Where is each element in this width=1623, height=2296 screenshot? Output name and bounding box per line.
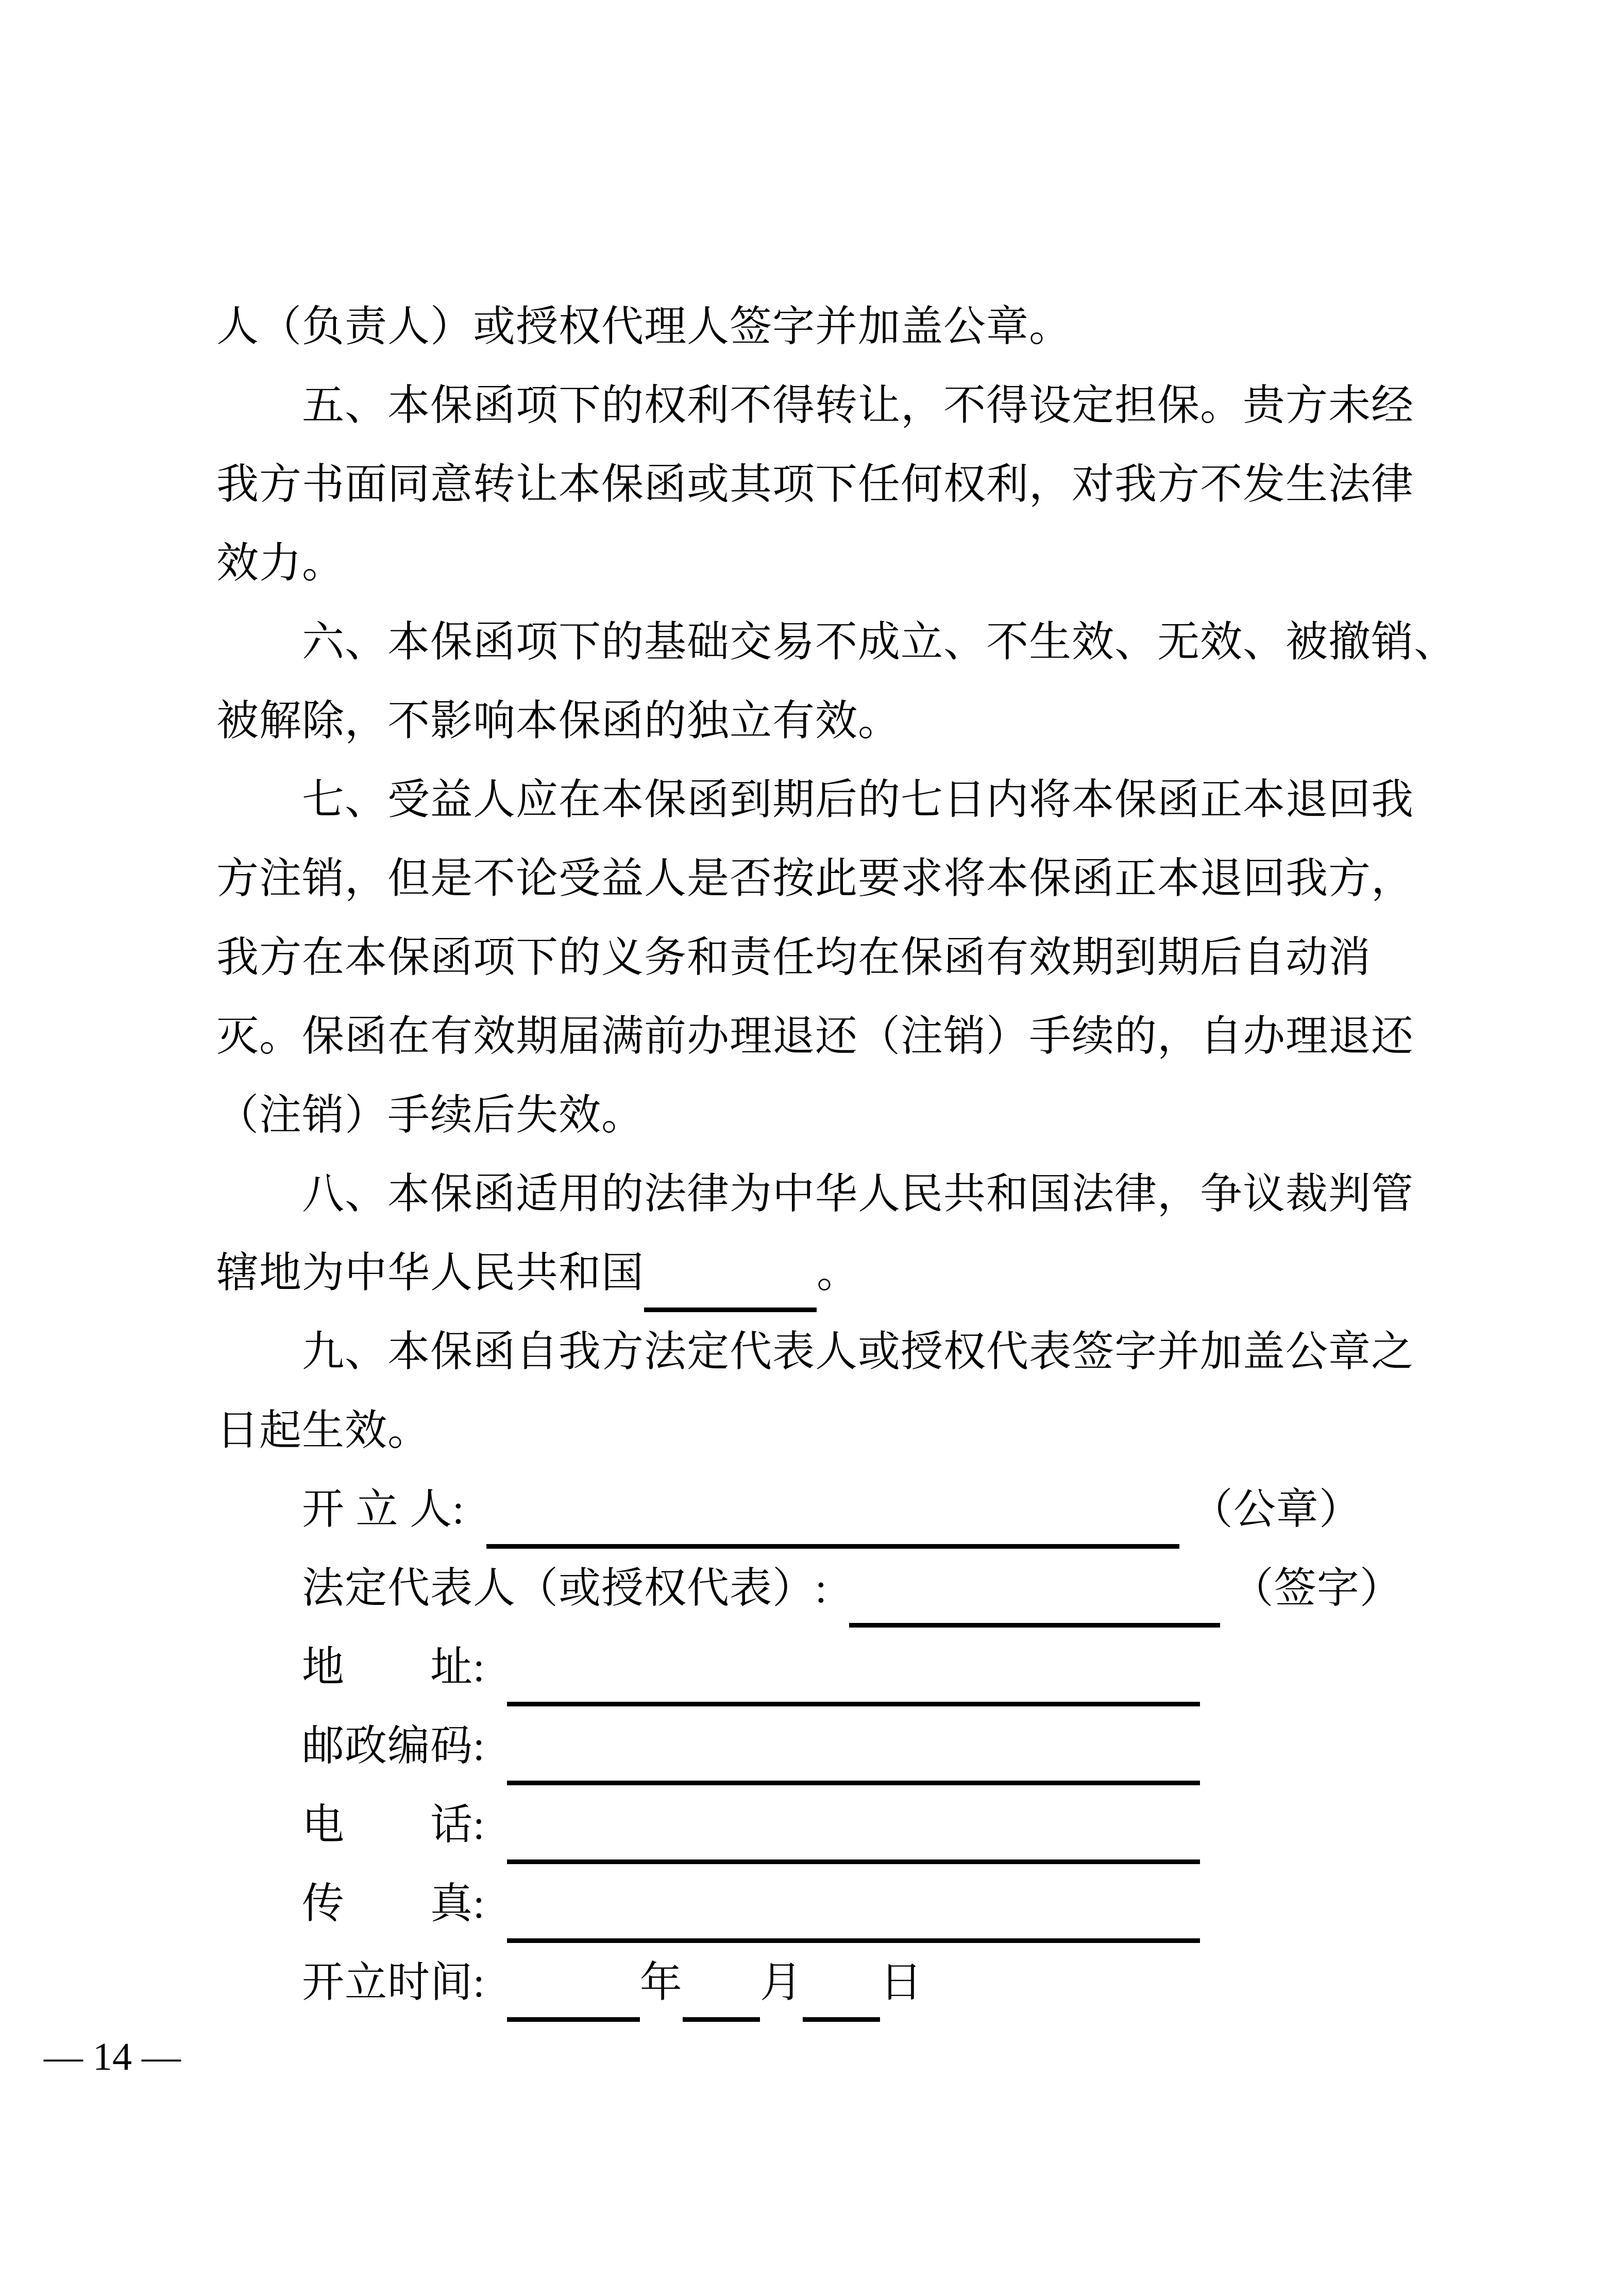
year-blank-line bbox=[507, 1956, 640, 2022]
address-label: 地 址: bbox=[302, 1644, 485, 1690]
text-line: 九、本保函自我方法定代表人或授权代表签字并加盖公章之 bbox=[302, 1328, 1414, 1375]
postal-code-row bbox=[216, 1706, 1417, 1785]
issuer-row bbox=[216, 1470, 1417, 1549]
issuer-seal-note: （公章） bbox=[1190, 1486, 1362, 1533]
jurisdiction-prefix: 辖地为中华人民共和国 bbox=[216, 1249, 645, 1296]
issuer-label: 开 立 人: bbox=[302, 1486, 465, 1533]
text-line: 我方在本保函项下的义务和责任均在保函有效期到期后自动消 bbox=[216, 934, 1372, 981]
page-number-footer: — 14 — bbox=[44, 2035, 181, 2079]
text-line: 被解除，不影响本保函的独立有效。 bbox=[216, 697, 901, 744]
text-line: 八、本保函适用的法律为中华人民共和国法律，争议裁判管 bbox=[302, 1170, 1414, 1217]
legal-rep-blank-line bbox=[849, 1562, 1220, 1628]
legal-rep-row bbox=[216, 1549, 1417, 1628]
issue-date-row bbox=[216, 1943, 1417, 2022]
postal-code-label: 邮政编码: bbox=[302, 1722, 485, 1769]
text-line: 效力。 bbox=[216, 540, 345, 586]
phone-row bbox=[216, 1785, 1417, 1864]
fill-in-blank bbox=[644, 1247, 817, 1312]
issue-date-label: 开立时间: bbox=[302, 1959, 485, 2006]
text-line: 灭。保函在有效期届满前办理退还（注销）手续的，自办理退还 bbox=[216, 1013, 1414, 1060]
jurisdiction-line bbox=[216, 1233, 1417, 1312]
day-label: 日 bbox=[880, 1959, 923, 2006]
month-blank-line bbox=[683, 1956, 760, 2022]
fax-blank-line bbox=[507, 1878, 1200, 1943]
phone-blank-line bbox=[507, 1799, 1200, 1864]
legal-rep-signature-note: （签字） bbox=[1231, 1565, 1402, 1612]
text-line: （注销）手续后失效。 bbox=[216, 1092, 645, 1138]
year-label: 年 bbox=[639, 1959, 683, 2006]
text-line: 方注销，但是不论受益人是否按此要求将本保函正本退回我方， bbox=[216, 855, 1414, 902]
text-line: 六、本保函项下的基础交易不成立、不生效、无效、被撤销、 bbox=[302, 618, 1457, 665]
text-line: 人（负责人）或授权代理人签字并加盖公章。 bbox=[216, 303, 1072, 350]
fax-row bbox=[216, 1864, 1417, 1943]
postal-code-blank-line bbox=[507, 1720, 1200, 1785]
legal-rep-label: 法定代表人（或授权代表）: bbox=[302, 1565, 827, 1612]
text-line: 日起生效。 bbox=[216, 1407, 431, 1454]
issuer-blank-line bbox=[486, 1483, 1179, 1549]
text-line: 我方书面同意转让本保函或其项下任何权利，对我方不发生法律 bbox=[216, 461, 1414, 508]
month-label: 月 bbox=[759, 1959, 803, 2006]
text-line: 七、受益人应在本保函到期后的七日内将本保函正本退回我 bbox=[302, 776, 1414, 823]
day-blank-line bbox=[803, 1956, 880, 2022]
address-row bbox=[216, 1628, 1417, 1706]
fax-label: 传 真: bbox=[302, 1880, 485, 1927]
text-line: 五、本保函项下的权利不得转让，不得设定担保。贵方未经 bbox=[302, 382, 1414, 429]
jurisdiction-suffix: 。 bbox=[817, 1249, 860, 1296]
address-blank-line bbox=[507, 1641, 1200, 1706]
phone-label: 电 话: bbox=[302, 1801, 485, 1848]
